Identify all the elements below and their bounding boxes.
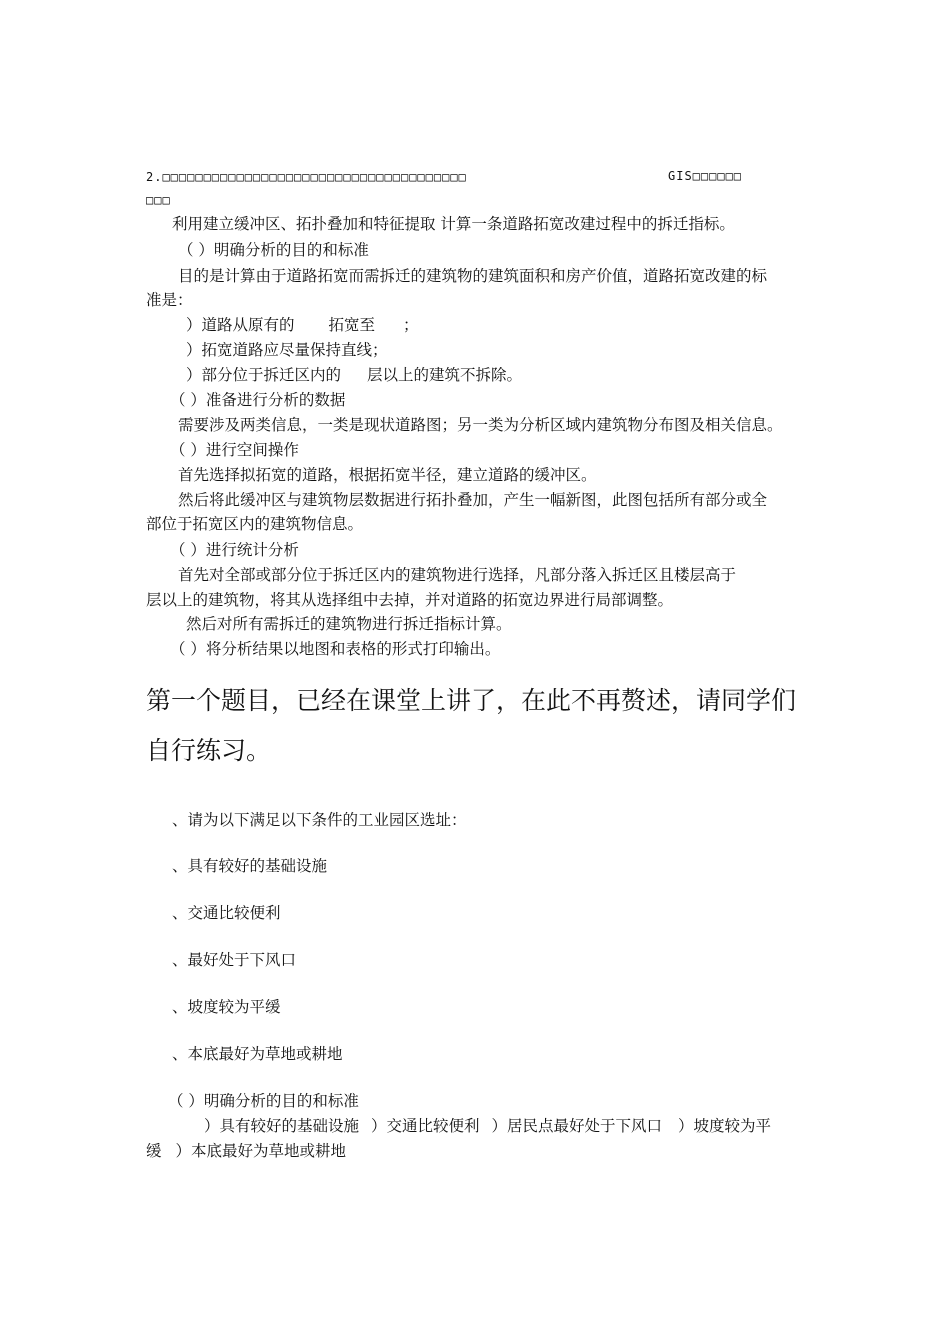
condition-1: 、具有较好的基础设施 bbox=[172, 857, 328, 875]
note-line2: 自行练习。 bbox=[146, 736, 272, 765]
step1-body-line1: 目的是计算由于道路拓宽而需拆迁的建筑物的建筑面积和房产价值，道路拓宽改建的标 bbox=[178, 267, 768, 285]
criteria-2: ）拓宽道路应尽量保持直线； bbox=[186, 341, 388, 359]
step3-body-line2: 然后将此缓冲区与建筑物层数据进行拓扑叠加，产生一幅新图，此图包括所有部分或全 bbox=[178, 491, 768, 509]
intro-paragraph: 利用建立缓冲区、拓扑叠加和特征提取 计算一条道路拓宽改建过程中的拆迁指标。 bbox=[172, 215, 735, 233]
step2-body: 需要涉及两类信息，一类是现状道路图；另一类为分析区域内建筑物分布图及相关信息。 bbox=[178, 416, 783, 434]
section2-summary-line2 bbox=[146, 1141, 346, 1161]
step5-title: （ ）将分析结果以地图和表格的形式打印输出。 bbox=[170, 640, 501, 658]
heading-line2: □□□ bbox=[146, 193, 171, 207]
section2-step1-title: （ ）明确分析的目的和标准 bbox=[168, 1092, 359, 1110]
summary-item-landcover: ）本底最好为草地或耕地 bbox=[175, 1142, 347, 1160]
note-line1: 第一个题目，已经在课堂上讲了，在此不再赘述，请同学们 bbox=[146, 686, 797, 715]
condition-3: 、最好处于下风口 bbox=[172, 951, 297, 969]
heading-garbled-text: □□□□□□□□□□□□□□□□□□□□□□□□□□□□□□□□□□□□□ bbox=[162, 170, 467, 184]
heading-prefix: 2. bbox=[146, 170, 163, 184]
step3-title: （ ）进行空间操作 bbox=[170, 441, 299, 459]
summary-item-slope-cont: 缓 bbox=[146, 1142, 162, 1160]
criteria-1 bbox=[186, 315, 419, 335]
criteria-1-part-c: ； bbox=[403, 316, 419, 334]
criteria-3-part-b: 层以上的建筑不拆除。 bbox=[367, 366, 523, 384]
section1-heading bbox=[146, 166, 467, 187]
step1-body-line2: 准是： bbox=[146, 291, 193, 309]
step4-title: （ ）进行统计分析 bbox=[170, 541, 299, 559]
step4-body-line1: 首先对全部或部分位于拆迁区内的建筑物进行选择，凡部分落入拆迁区且楼层高于 bbox=[178, 566, 737, 584]
step3-body-line1: 首先选择拟拓宽的道路，根据拓宽半径，建立道路的缓冲区。 bbox=[178, 466, 597, 484]
step4-body-line2: 层以上的建筑物，将其从选择组中去掉，并对道路的拓宽边界进行局部调整。 bbox=[146, 591, 674, 609]
step2-title: （ ）准备进行分析的数据 bbox=[170, 391, 346, 409]
condition-2: 、交通比较便利 bbox=[172, 904, 281, 922]
summary-item-infrastructure: ）具有较好的基础设施 bbox=[204, 1117, 360, 1135]
criteria-1-part-b: 拓宽至 bbox=[328, 316, 376, 334]
summary-item-slope: ）坡度较为平 bbox=[678, 1117, 772, 1135]
section2-question: 、请为以下满足以下条件的工业园区选址： bbox=[172, 811, 467, 829]
step4-body-line3: 然后对所有需拆迁的建筑物进行拆迁指标计算。 bbox=[186, 615, 512, 633]
section2-summary-line1 bbox=[204, 1116, 771, 1136]
summary-item-transport: ）交通比较便利 bbox=[371, 1117, 480, 1135]
condition-5: 、本底最好为草地或耕地 bbox=[172, 1045, 343, 1063]
heading-gis: GIS□□□□□□ bbox=[668, 169, 743, 183]
criteria-3 bbox=[186, 365, 522, 385]
step1-title: （ ）明确分析的目的和标准 bbox=[178, 241, 369, 259]
step3-body-line3: 部位于拓宽区内的建筑物信息。 bbox=[146, 515, 364, 533]
criteria-3-part-a: ）部分位于拆迁区内的 bbox=[186, 366, 342, 384]
summary-item-downwind: ）居民点最好处于下风口 bbox=[491, 1117, 663, 1135]
condition-4: 、坡度较为平缓 bbox=[172, 998, 281, 1016]
criteria-1-part-a: ）道路从原有的 bbox=[186, 316, 295, 334]
